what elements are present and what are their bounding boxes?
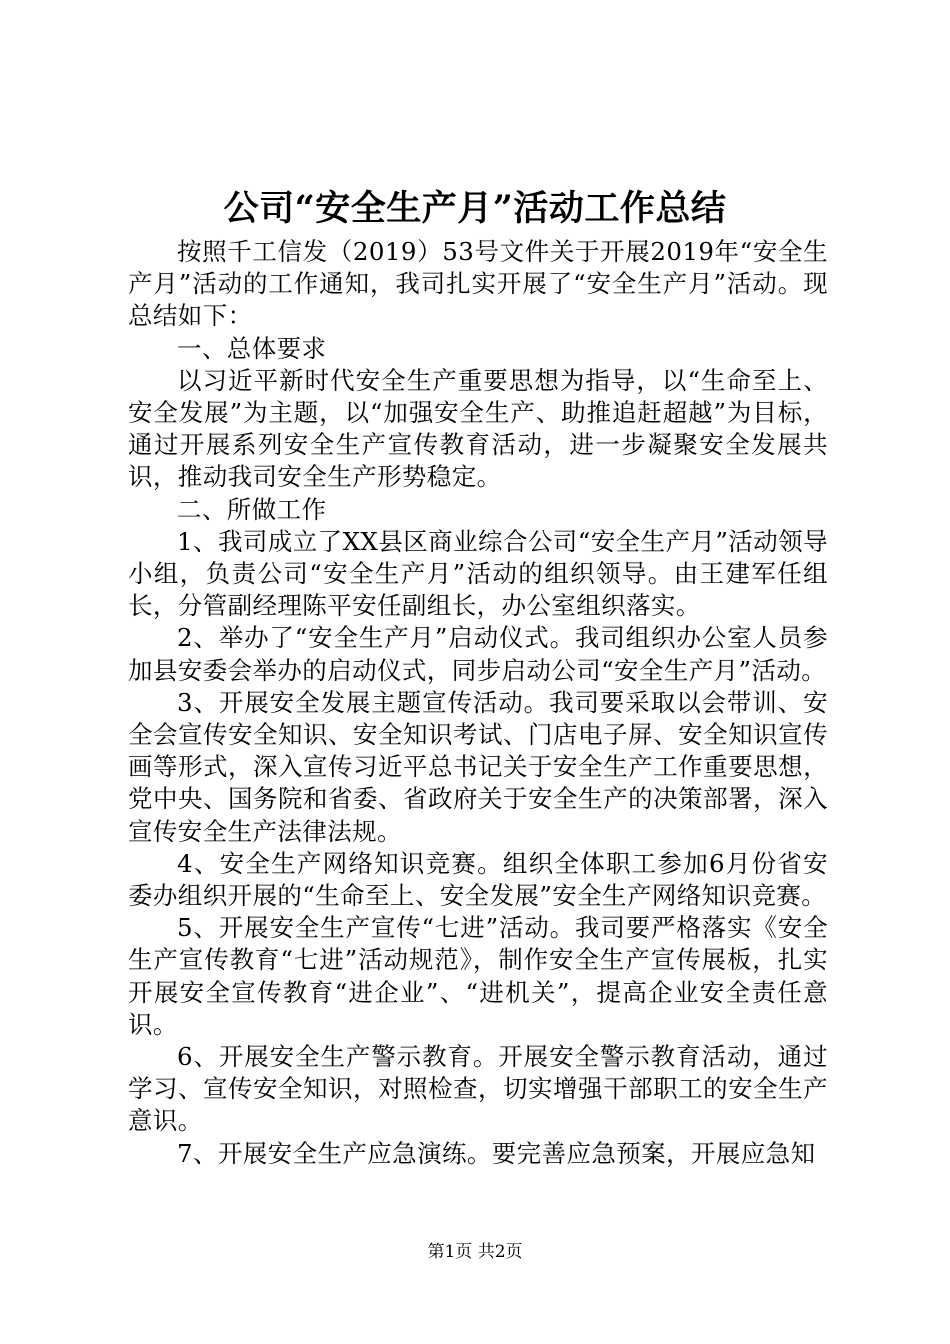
work-item-4: 4、安全生产网络知识竞赛。组织全体职工参加6月份省安委办组织开展的“生命至上、安全发展”安全生产网络知识竞赛。 — [128, 848, 828, 911]
intro-paragraph: 按照千工信发（2019）53号文件关于开展2019年“安全生产月”活动的工作通知，我司扎实开展了“安全生产月”活动。现总结如下： — [128, 237, 828, 331]
work-item-6: 6、开展安全生产警示教育。开展安全警示教育活动，通过学习、宣传安全知识，对照检查，切实增强干部职工的安全生产意识。 — [128, 1042, 828, 1136]
document-body — [128, 236, 828, 1170]
document-title: 公司“安全生产月”活动工作总结 — [223, 188, 727, 229]
work-item-7: 7、开展安全生产应急演练。要完善应急预案，开展应急知 — [177, 1138, 816, 1168]
work-item-2: 2、举办了“安全生产月”启动仪式。我司组织办公室人员参加县安委会举办的启动仪式，同步启动公司“安全生产月”活动。 — [128, 623, 828, 685]
section-heading-general-requirements: 一、总体要求 — [177, 333, 327, 363]
general-requirements-paragraph: 以习近平新时代安全生产重要思想为指导，以“生命至上、安全发展”为主题，以“加强安全生产、助推追赶超越”为目标，通过开展系列安全生产宣传教育活动，进一步凝聚安全发展共识，推动我司安全生产形势稳定。 — [128, 365, 828, 492]
work-item-5: 5、开展安全生产宣传“七进”活动。我司要严格落实《安全生产宣传教育“七进”活动规范》，制作安全生产宣传展板，扎实开展安全宣传教育“进企业”、“进机关”，提高企业安全责任意识。 — [128, 913, 828, 1039]
section-heading-work-done: 二、所做工作 — [177, 494, 327, 524]
work-item-1: 1、我司成立了XX县区商业综合公司“安全生产月”活动领导小组，负责公司“安全生产月”活动的组织领导。由王建军任组长，分管副经理陈平安任副组长，办公室组织落实。 — [128, 526, 828, 621]
work-item-3: 3、开展安全发展主题宣传活动。我司要采取以会带训、安全会宣传安全知识、安全知识考试、门店电子屏、安全知识宣传画等形式，深入宣传习近平总书记关于安全生产工作重要思想，党中央、国务院和省委、省政府关于安全生产的决策部署，深入宣传安全生产法律法规。 — [128, 687, 828, 846]
page-footer: 第1页 共2页 — [427, 1242, 523, 1262]
